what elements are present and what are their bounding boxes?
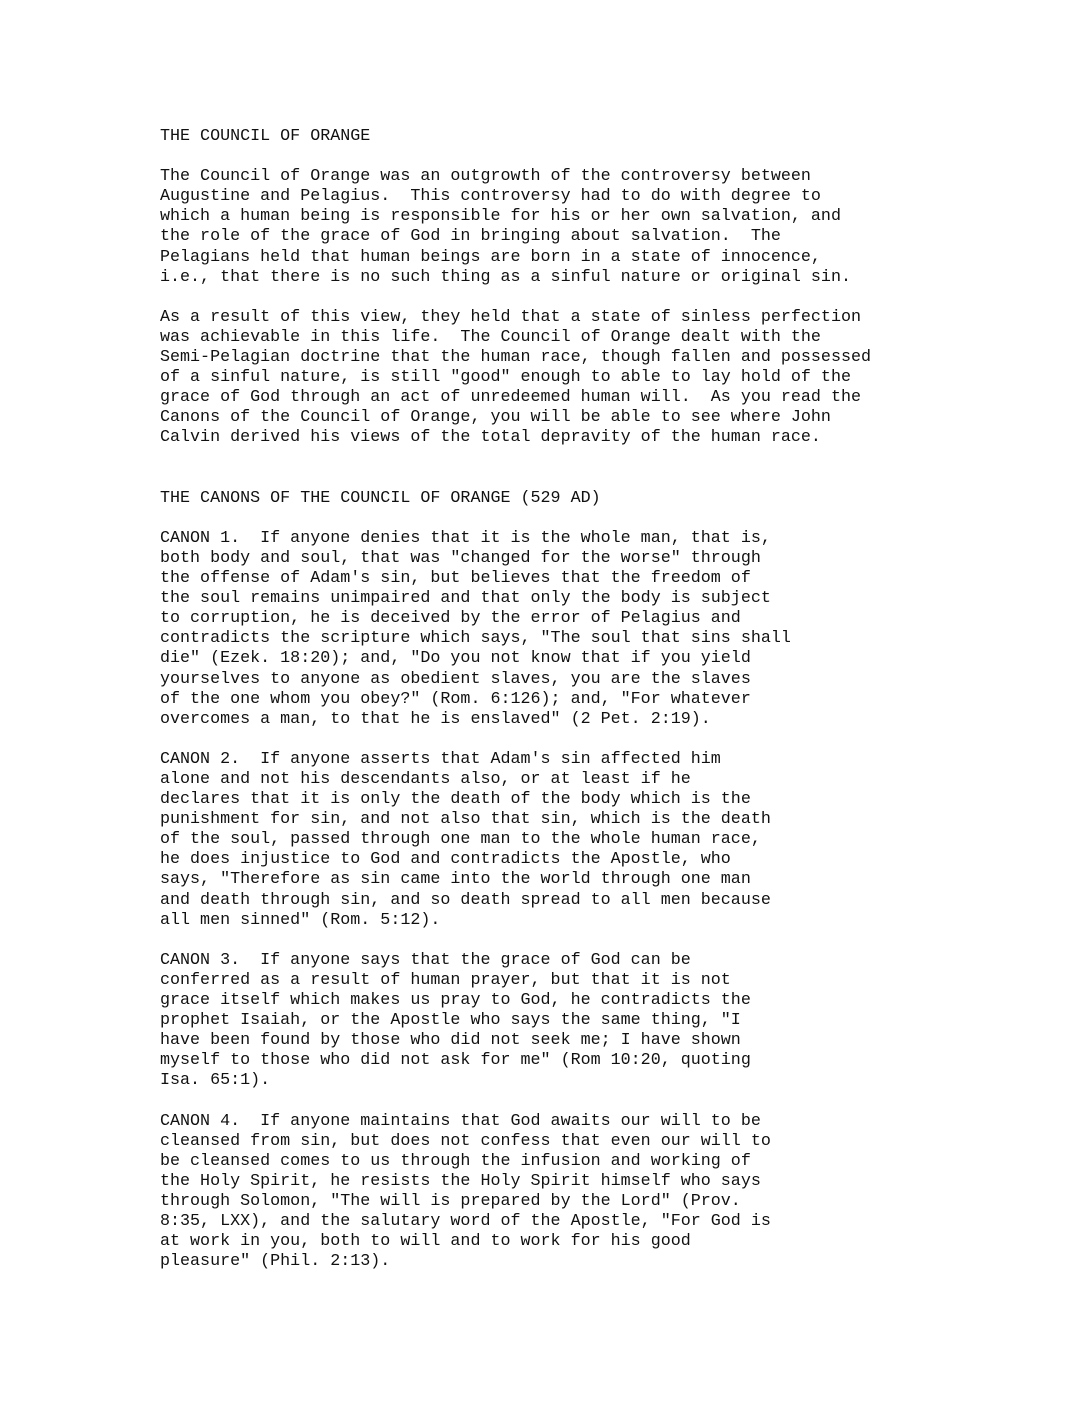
text-line: As a result of this view, they held that a state of sinless perfection [160,307,861,327]
text-line: both body and soul, that was "changed for the worse" through [160,548,761,568]
text-line: 8:35, LXX), and the salutary word of the Apostle, "For God is [160,1212,771,1232]
text-line: and death through sin, and so death spread to all men because [160,890,771,910]
text-line: CANON 4. If anyone maintains that God awaits our will to be [160,1111,761,1131]
text-line: he does injustice to God and contradicts the Apostle, who [160,850,731,870]
text-line: the offense of Adam's sin, but believes that the freedom of [160,569,751,589]
text-line: i.e., that there is no such thing as a sinful nature or original sin. [160,267,851,287]
canon-3 [160,951,1060,1092]
text-line: the role of the grace of God in bringing about salvation. The [160,227,781,247]
text-line: grace of God through an act of unredeemed human will. As you read the [160,388,861,408]
canons-heading: THE CANONS OF THE COUNCIL OF ORANGE (529 AD) [160,488,601,508]
text-line: punishment for sin, and not also that sin, which is the death [160,810,771,830]
text-line: pleasure" (Phil. 2:13). [160,1252,391,1272]
intro-paragraph-1 [160,167,1060,288]
document-body [160,127,1060,1272]
text-line: Augustine and Pelagius. This controversy had to do with degree to [160,187,821,207]
text-line: CANON 1. If anyone denies that it is the whole man, that is, [160,528,771,548]
text-line: through Solomon, "The will is prepared by the Lord" (Prov. [160,1191,741,1211]
text-line: The Council of Orange was an outgrowth of the controversy between [160,167,811,187]
text-line: be cleansed comes to us through the infusion and working of [160,1151,751,1171]
canon-4 [160,1112,1060,1273]
text-line: the soul remains unimpaired and that only the body is subject [160,589,771,609]
text-line: of a sinful nature, is still "good" enough to able to lay hold of the [160,368,851,388]
text-line: declares that it is only the death of the body which is the [160,790,751,810]
text-line: myself to those who did not ask for me" (Rom 10:20, quoting [160,1051,751,1071]
text-line: which a human being is responsible for his or her own salvation, and [160,207,841,227]
text-line: contradicts the scripture which says, "The soul that sins shall [160,629,791,649]
text-line: die" (Ezek. 18:20); and, "Do you not know that if you yield [160,649,751,669]
text-line: overcomes a man, to that he is enslaved" (2 Pet. 2:19). [160,709,711,729]
text-line: yourselves to anyone as obedient slaves, you are the slaves [160,669,751,689]
text-line: of the soul, passed through one man to the whole human race, [160,830,761,850]
text-line: have been found by those who did not seek me; I have shown [160,1031,741,1051]
text-line: Pelagians held that human beings are born in a state of innocence, [160,247,821,267]
document-title: THE COUNCIL OF ORANGE [160,127,371,146]
text-line: CANON 3. If anyone says that the grace of God can be [160,950,691,970]
text-line: Isa. 65:1). [160,1071,271,1091]
intro-paragraph-2 [160,308,1060,449]
text-line: the Holy Spirit, he resists the Holy Spirit himself who says [160,1171,761,1191]
text-line: prophet Isaiah, or the Apostle who says the same thing, "I [160,1011,741,1031]
text-line: was achievable in this life. The Council of Orange dealt with the [160,327,821,347]
text-line: at work in you, both to will and to work for his good [160,1232,691,1252]
text-line: says, "Therefore as sin came into the world through one man [160,870,751,890]
text-line: to corruption, he is deceived by the error of Pelagius and [160,609,741,629]
text-line: alone and not his descendants also, or at least if he [160,770,691,789]
text-line: cleansed from sin, but does not confess that even our will to [160,1131,771,1151]
text-line: Calvin derived his views of the total depravity of the human race. [160,428,821,448]
text-line: grace itself which makes us pray to God, he contradicts the [160,991,751,1011]
canon-1 [160,529,1060,730]
text-line: of the one whom you obey?" (Rom. 6:126); and, "For whatever [160,689,751,709]
text-line: conferred as a result of human prayer, but that it is not [160,970,731,990]
canon-2 [160,750,1060,931]
text-line: Semi-Pelagian doctrine that the human race, though fallen and possessed [160,348,872,368]
text-line: CANON 2. If anyone asserts that Adam's sin affected him [160,749,721,769]
text-line: Canons of the Council of Orange, you will be able to see where John [160,408,831,428]
text-line: all men sinned" (Rom. 5:12). [160,910,441,930]
